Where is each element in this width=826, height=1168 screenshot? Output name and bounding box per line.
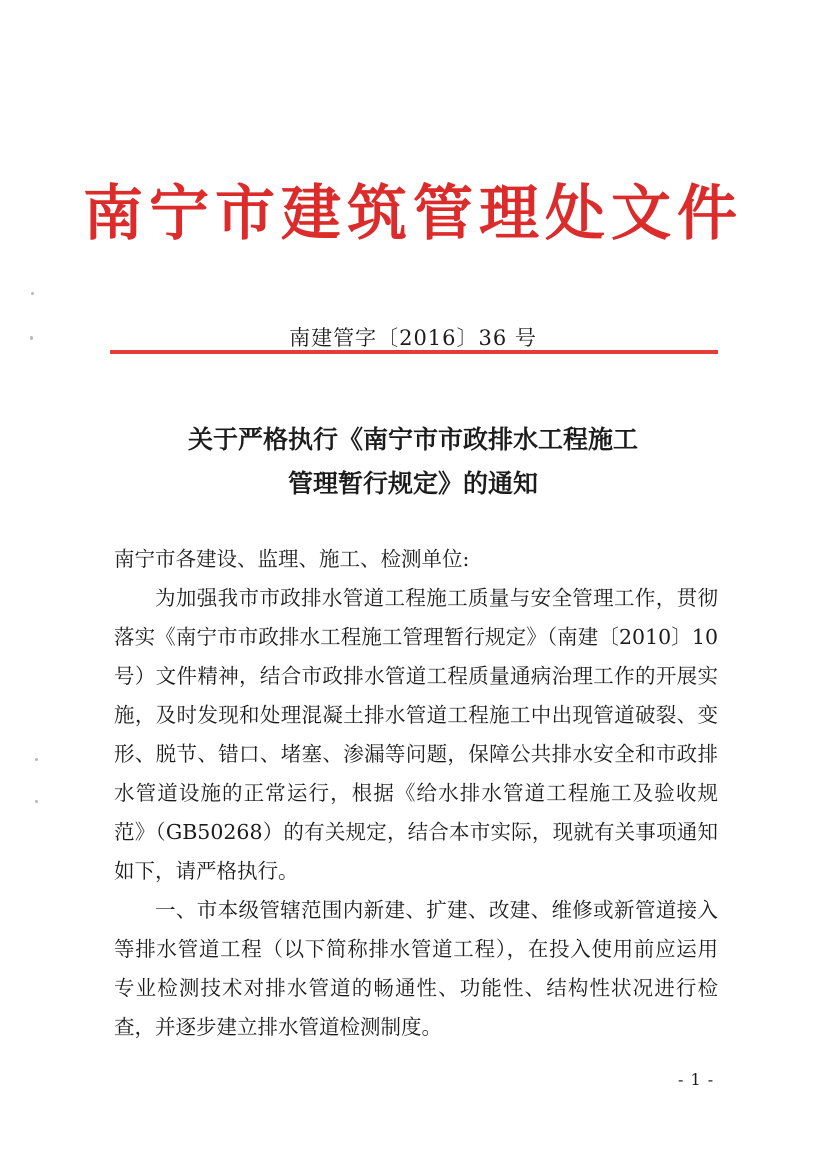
body-paragraph-1: 为加强我市市政排水管道工程施工质量与安全管理工作，贯彻落实《南宁市市政排水工程施工管理暂行规定》（南建〔2010〕10 号）文件精神，结合市政排水管道工程质量通病治理工作的开展实施，及时发现和处理混凝土排水管道工程施工中出现管道破裂、变形、脱节、错口、堵塞、渗漏等问题，保障公共排水安全和市政排水管道设施的正常运行，根据《给水排水管道工程施工及验收规范》（GB50268）的有关规定，结合本市实际，现就有关事项通知如下，请严格执行。 [114, 586, 718, 883]
scan-mark [35, 758, 38, 761]
notice-body [114, 540, 718, 1047]
notice-title [0, 418, 826, 506]
scan-mark [35, 800, 38, 803]
notice-title-line-1: 关于严格执行《南宁市市政排水工程施工 [187, 425, 638, 454]
page-number: - 1 - [678, 1070, 715, 1089]
body-paragraph-2: 一、市本级管辖范围内新建、扩建、改建、维修或新管道接入等排水管道工程（以下简称排水管道工程），在投入使用前应运用专业检测技术对排水管道的畅通性、功能性、结构性状况进行检查，并逐步建立排水管道检测制度。 [114, 898, 718, 1039]
agency-title: 南宁市建筑管理处文件 [83, 179, 743, 249]
salutation: 南宁市各建设、监理、施工、检测单位: [114, 547, 470, 571]
notice-title-line-2: 管理暂行规定》的通知 [287, 469, 538, 498]
scan-mark [31, 292, 34, 295]
document-number: 南建管字〔2016〕36 号 [289, 326, 537, 350]
red-divider-line [110, 350, 718, 354]
